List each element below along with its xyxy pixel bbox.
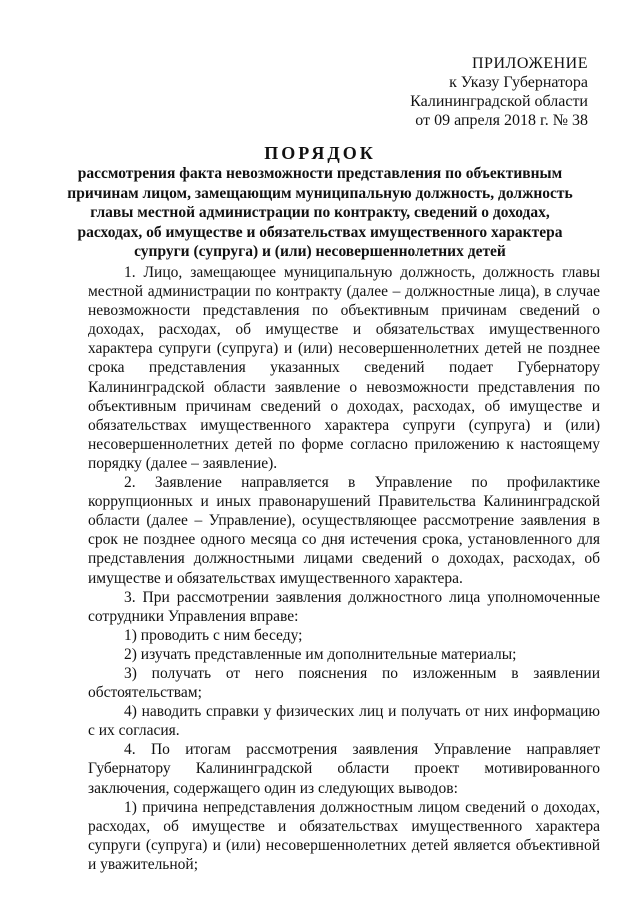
paragraph-2: 2. Заявление направляется в Управление по профилактике коррупционных и иных правонарушений Правительства Калининградской области (далее – Управление), осуществляющее рассмотрение заявления в срок не позднее одного месяца со дня истечения срока, установленного для представления должностными лицами сведений о доходах, расходах, об имуществе и обязательствах имущественного характера. xyxy=(88,474,600,587)
document-subheading: рассмотрения факта невозможности представления по объективным причинам лицом, замещающим муниципальную должность, должность главы местной администрации по контракту, сведений о доходах, расходах, об имуществе и обязательствах имущественного характера супруги (супруга) и (или) несовершеннолетних детей xyxy=(67,165,573,260)
document-body xyxy=(88,263,600,874)
paragraph-4: 4. По итогам рассмотрения заявления Управление направляет Губернатору Калининградской области проект мотивированного заключения, содержащего один из следующих выводов: xyxy=(88,741,600,797)
appendix-date-line: от 09 апреля 2018 г. № 38 xyxy=(415,112,588,129)
appendix-title: ПРИЛОЖЕНИЕ xyxy=(471,55,588,72)
list-item-3-2: 2) изучать представленные им дополнительные материалы; xyxy=(124,645,517,663)
appendix-region-line: Калининградской области xyxy=(410,93,588,110)
paragraph-3: 3. При рассмотрении заявления должностного лица уполномоченные сотрудники Управления вправе: xyxy=(88,588,600,625)
list-item-4-1: 1) причина непредставления должностным лицом сведений о доходах, расходах, об имуществе и обязательствах имущественного характера супруги (супруга) и (или) несовершеннолетних детей является объективной и уважительной; xyxy=(88,798,600,873)
document-heading: ПОРЯДОК xyxy=(264,143,376,163)
list-item-3-3: 3) получать от него пояснения по изложенным в заявлении обстоятельствам; xyxy=(88,664,600,702)
appendix-decree-line: к Указу Губернатора xyxy=(449,74,588,91)
list-item-3-4: 4) наводить справки у физических лиц и получать от них информацию с их согласия. xyxy=(88,703,600,740)
list-item-3-1: 1) проводить с ним беседу; xyxy=(124,626,303,644)
appendix-block xyxy=(288,54,588,130)
paragraph-1: 1. Лицо, замещающее муниципальную должность, должность главы местной администрации по контракту (далее – должностные лица), в случае невозможности представления по объективным причинам сведений о доходах, расходах, об имуществе и обязательствах имущественного характера супруги (супруга) и (или) несовершеннолетних детей не позднее срока представления указанных сведений подает Губернатору Калининградской области заявление о невозможности представления по объективным причинам сведений о доходах, расходах, об имуществе и обязательствах имущественного характера супруги (супруга) и (или) несовершеннолетних детей по форме согласно приложению к настоящему порядку (далее – заявление). xyxy=(88,264,600,472)
